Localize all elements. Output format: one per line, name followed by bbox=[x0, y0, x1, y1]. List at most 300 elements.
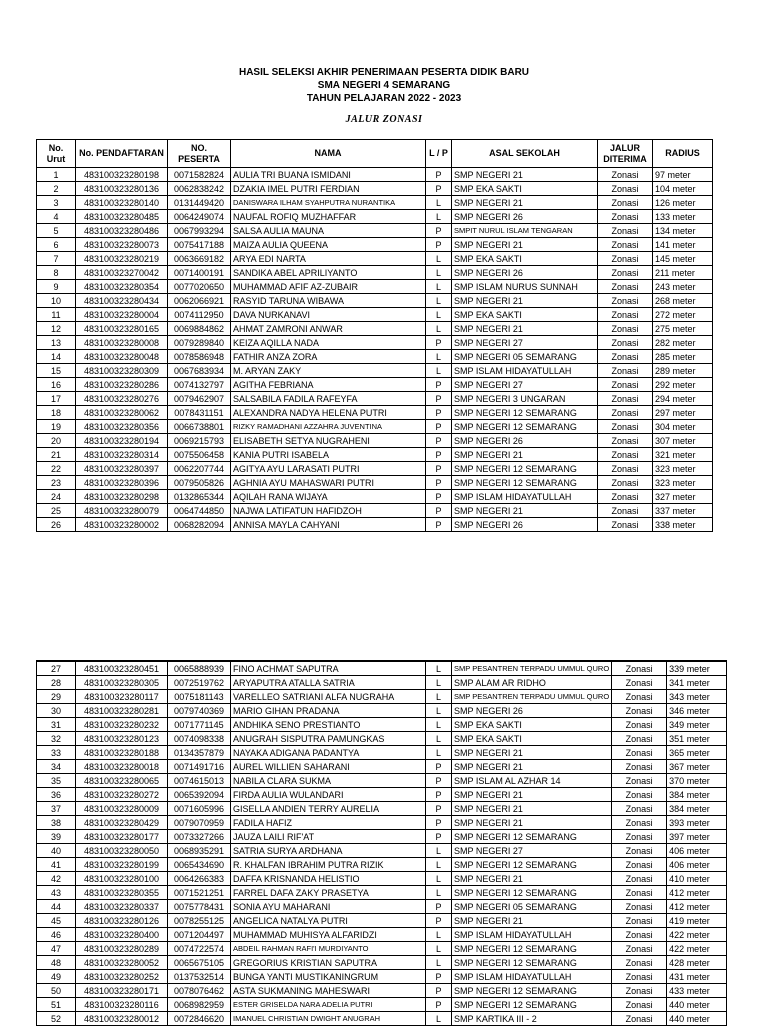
cell-no-urut: 48 bbox=[37, 956, 76, 970]
cell-asal-sekolah: SMP NEGERI 26 bbox=[452, 704, 612, 718]
cell-no-peserta: 0074722574 bbox=[168, 942, 231, 956]
cell-no-pendaftaran: 483100323280305 bbox=[76, 676, 168, 690]
cell-jenis-kelamin: P bbox=[426, 788, 452, 802]
cell-no-peserta: 0067993294 bbox=[168, 224, 231, 238]
cell-asal-sekolah: SMP PESANTREN TERPADU UMMUL QURO bbox=[452, 690, 612, 704]
col-header-no-urut: No. Urut bbox=[37, 140, 76, 168]
cell-radius: 337 meter bbox=[653, 504, 713, 518]
cell-no-pendaftaran: 483100323280048 bbox=[76, 350, 168, 364]
cell-no-pendaftaran: 483100323280289 bbox=[76, 942, 168, 956]
table-row bbox=[37, 844, 727, 858]
cell-asal-sekolah: SMP PESANTREN TERPADU UMMUL QURO bbox=[452, 661, 612, 676]
cell-nama: FARREL DAFA ZAKY PRASETYA bbox=[231, 886, 426, 900]
cell-no-urut: 32 bbox=[37, 732, 76, 746]
cell-asal-sekolah: SMP NEGERI 12 SEMARANG bbox=[452, 420, 598, 434]
cell-nama: MUHAMMAD AFIF AZ-ZUBAIR bbox=[231, 280, 426, 294]
cell-asal-sekolah: SMP EKA SAKTI bbox=[452, 182, 598, 196]
cell-jenis-kelamin: L bbox=[426, 280, 452, 294]
cell-no-peserta: 0062207744 bbox=[168, 462, 231, 476]
table-row bbox=[37, 984, 727, 998]
cell-jenis-kelamin: L bbox=[426, 350, 452, 364]
cell-no-urut: 13 bbox=[37, 336, 76, 350]
cell-nama: M. ARYAN ZAKY bbox=[231, 364, 426, 378]
table-row bbox=[37, 350, 713, 364]
cell-no-peserta: 0068282094 bbox=[168, 518, 231, 532]
cell-jenis-kelamin: L bbox=[426, 704, 452, 718]
cell-no-urut: 51 bbox=[37, 998, 76, 1012]
cell-no-pendaftaran: 483100323280451 bbox=[76, 661, 168, 676]
cell-no-pendaftaran: 483100323280397 bbox=[76, 462, 168, 476]
cell-radius: 126 meter bbox=[653, 196, 713, 210]
cell-jalur-diterima: Zonasi bbox=[612, 802, 667, 816]
cell-no-urut: 42 bbox=[37, 872, 76, 886]
cell-no-pendaftaran: 483100323280065 bbox=[76, 774, 168, 788]
cell-jalur-diterima: Zonasi bbox=[598, 434, 653, 448]
cell-radius: 419 meter bbox=[667, 914, 727, 928]
cell-no-pendaftaran: 483100323280355 bbox=[76, 886, 168, 900]
col-header-radius: RADIUS bbox=[653, 140, 713, 168]
cell-asal-sekolah: SMP NEGERI 21 bbox=[452, 168, 598, 182]
cell-jenis-kelamin: P bbox=[426, 420, 452, 434]
cell-no-urut: 39 bbox=[37, 830, 76, 844]
cell-nama: ESTER GRISELDA NARA ADELIA PUTRI bbox=[231, 998, 426, 1012]
cell-nama: FADILA HAFIZ bbox=[231, 816, 426, 830]
cell-radius: 343 meter bbox=[667, 690, 727, 704]
cell-no-urut: 1 bbox=[37, 168, 76, 182]
cell-no-pendaftaran: 483100323280219 bbox=[76, 252, 168, 266]
cell-no-peserta: 0075778431 bbox=[168, 900, 231, 914]
cell-radius: 412 meter bbox=[667, 900, 727, 914]
cell-jalur-diterima: Zonasi bbox=[612, 914, 667, 928]
cell-no-peserta: 0079462907 bbox=[168, 392, 231, 406]
cell-jalur-diterima: Zonasi bbox=[612, 942, 667, 956]
table-row bbox=[37, 196, 713, 210]
cell-jalur-diterima: Zonasi bbox=[612, 746, 667, 760]
cell-radius: 367 meter bbox=[667, 760, 727, 774]
cell-radius: 351 meter bbox=[667, 732, 727, 746]
table-row bbox=[37, 238, 713, 252]
cell-jalur-diterima: Zonasi bbox=[598, 266, 653, 280]
cell-no-peserta: 0131449420 bbox=[168, 196, 231, 210]
cell-nama: R. KHALFAN IBRAHIM PUTRA RIZIK bbox=[231, 858, 426, 872]
table-row bbox=[37, 732, 727, 746]
cell-jalur-diterima: Zonasi bbox=[612, 661, 667, 676]
cell-no-urut: 14 bbox=[37, 350, 76, 364]
cell-no-pendaftaran: 483100323280314 bbox=[76, 448, 168, 462]
cell-nama: ELISABETH SETYA NUGRAHENI bbox=[231, 434, 426, 448]
table-row bbox=[37, 774, 727, 788]
cell-jenis-kelamin: P bbox=[426, 998, 452, 1012]
cell-no-pendaftaran: 483100323280050 bbox=[76, 844, 168, 858]
cell-jenis-kelamin: L bbox=[426, 690, 452, 704]
cell-jalur-diterima: Zonasi bbox=[598, 378, 653, 392]
cell-asal-sekolah: SMP KARTIKA III - 2 bbox=[452, 1012, 612, 1026]
col-header-asal-sekolah: ASAL SEKOLAH bbox=[452, 140, 598, 168]
cell-jalur-diterima: Zonasi bbox=[612, 732, 667, 746]
cell-radius: 141 meter bbox=[653, 238, 713, 252]
cell-no-peserta: 0064266383 bbox=[168, 872, 231, 886]
cell-nama: AGHNIA AYU MAHASWARI PUTRI bbox=[231, 476, 426, 490]
cell-radius: 338 meter bbox=[653, 518, 713, 532]
table-row bbox=[37, 690, 727, 704]
cell-no-peserta: 0075181143 bbox=[168, 690, 231, 704]
cell-asal-sekolah: SMP NEGERI 21 bbox=[452, 816, 612, 830]
cell-no-peserta: 0072846620 bbox=[168, 1012, 231, 1026]
cell-jenis-kelamin: P bbox=[426, 490, 452, 504]
cell-nama: AULIA TRI BUANA ISMIDANI bbox=[231, 168, 426, 182]
cell-no-urut: 49 bbox=[37, 970, 76, 984]
cell-asal-sekolah: SMP NEGERI 21 bbox=[452, 746, 612, 760]
cell-jalur-diterima: Zonasi bbox=[612, 718, 667, 732]
cell-asal-sekolah: SMP NEGERI 21 bbox=[452, 914, 612, 928]
cell-asal-sekolah: SMP EKA SAKTI bbox=[452, 718, 612, 732]
table-row bbox=[37, 210, 713, 224]
cell-no-pendaftaran: 483100323280177 bbox=[76, 830, 168, 844]
cell-jalur-diterima: Zonasi bbox=[598, 448, 653, 462]
jalur-title: JALUR ZONASI bbox=[345, 114, 423, 125]
cell-jenis-kelamin: P bbox=[426, 238, 452, 252]
cell-no-peserta: 0064249074 bbox=[168, 210, 231, 224]
cell-radius: 428 meter bbox=[667, 956, 727, 970]
table-row bbox=[37, 392, 713, 406]
cell-radius: 289 meter bbox=[653, 364, 713, 378]
cell-radius: 370 meter bbox=[667, 774, 727, 788]
table-row bbox=[37, 830, 727, 844]
cell-asal-sekolah: SMP NEGERI 05 SEMARANG bbox=[452, 900, 612, 914]
cell-jalur-diterima: Zonasi bbox=[612, 704, 667, 718]
cell-no-urut: 24 bbox=[37, 490, 76, 504]
cell-asal-sekolah: SMP ISLAM HIDAYATULLAH bbox=[452, 490, 598, 504]
table-row bbox=[37, 928, 727, 942]
table-row bbox=[37, 336, 713, 350]
cell-no-pendaftaran: 483100323280136 bbox=[76, 182, 168, 196]
cell-jalur-diterima: Zonasi bbox=[598, 476, 653, 490]
cell-nama: SONIA AYU MAHARANI bbox=[231, 900, 426, 914]
cell-radius: 384 meter bbox=[667, 788, 727, 802]
table-row bbox=[37, 308, 713, 322]
cell-jenis-kelamin: L bbox=[426, 266, 452, 280]
cell-radius: 104 meter bbox=[653, 182, 713, 196]
cell-nama: ANGELICA NATALYA PUTRI bbox=[231, 914, 426, 928]
cell-jalur-diterima: Zonasi bbox=[612, 872, 667, 886]
table-row bbox=[37, 266, 713, 280]
cell-no-urut: 27 bbox=[37, 661, 76, 676]
table-row bbox=[37, 280, 713, 294]
cell-nama: DAVA NURKANAVI bbox=[231, 308, 426, 322]
cell-jenis-kelamin: P bbox=[426, 406, 452, 420]
cell-nama: BUNGA YANTI MUSTIKANINGRUM bbox=[231, 970, 426, 984]
cell-asal-sekolah: SMP NEGERI 12 SEMARANG bbox=[452, 858, 612, 872]
cell-no-peserta: 0079289840 bbox=[168, 336, 231, 350]
table-row bbox=[37, 661, 727, 676]
cell-jalur-diterima: Zonasi bbox=[612, 1012, 667, 1026]
cell-asal-sekolah: SMP NEGERI 21 bbox=[452, 448, 598, 462]
cell-jalur-diterima: Zonasi bbox=[598, 462, 653, 476]
cell-no-pendaftaran: 483100323280429 bbox=[76, 816, 168, 830]
cell-jenis-kelamin: L bbox=[426, 718, 452, 732]
cell-no-pendaftaran: 483100323280396 bbox=[76, 476, 168, 490]
cell-no-peserta: 0071400191 bbox=[168, 266, 231, 280]
cell-no-pendaftaran: 483100323280116 bbox=[76, 998, 168, 1012]
cell-no-urut: 16 bbox=[37, 378, 76, 392]
cell-radius: 440 meter bbox=[667, 998, 727, 1012]
cell-no-pendaftaran: 483100323280281 bbox=[76, 704, 168, 718]
cell-jalur-diterima: Zonasi bbox=[598, 364, 653, 378]
table-row bbox=[37, 956, 727, 970]
cell-jalur-diterima: Zonasi bbox=[612, 984, 667, 998]
cell-nama: ASTA SUKMANING MAHESWARI bbox=[231, 984, 426, 998]
cell-asal-sekolah: SMP NEGERI 21 bbox=[452, 504, 598, 518]
cell-no-urut: 23 bbox=[37, 476, 76, 490]
cell-jenis-kelamin: L bbox=[426, 308, 452, 322]
cell-jenis-kelamin: P bbox=[426, 518, 452, 532]
cell-no-peserta: 0069215793 bbox=[168, 434, 231, 448]
cell-jenis-kelamin: P bbox=[426, 378, 452, 392]
cell-no-pendaftaran: 483100323280199 bbox=[76, 858, 168, 872]
cell-nama: DZAKIA IMEL PUTRI FERDIAN bbox=[231, 182, 426, 196]
cell-no-pendaftaran: 483100323280004 bbox=[76, 308, 168, 322]
col-header-jalur-diterima: JALUR DITERIMA bbox=[598, 140, 653, 168]
cell-jalur-diterima: Zonasi bbox=[612, 928, 667, 942]
cell-radius: 304 meter bbox=[653, 420, 713, 434]
cell-nama: MARIO GIHAN PRADANA bbox=[231, 704, 426, 718]
cell-asal-sekolah: SMP ISLAM HIDAYATULLAH bbox=[452, 364, 598, 378]
cell-jenis-kelamin: L bbox=[426, 956, 452, 970]
cell-nama: VARELLEO SATRIANI ALFA NUGRAHA bbox=[231, 690, 426, 704]
cell-no-urut: 34 bbox=[37, 760, 76, 774]
cell-radius: 431 meter bbox=[667, 970, 727, 984]
cell-radius: 294 meter bbox=[653, 392, 713, 406]
cell-asal-sekolah: SMP NEGERI 21 bbox=[452, 196, 598, 210]
cell-no-urut: 20 bbox=[37, 434, 76, 448]
cell-no-urut: 44 bbox=[37, 900, 76, 914]
cell-no-peserta: 0073327266 bbox=[168, 830, 231, 844]
cell-no-pendaftaran: 483100323280117 bbox=[76, 690, 168, 704]
cell-radius: 365 meter bbox=[667, 746, 727, 760]
cell-jenis-kelamin: P bbox=[426, 224, 452, 238]
cell-asal-sekolah: SMP EKA SAKTI bbox=[452, 732, 612, 746]
table-row bbox=[37, 858, 727, 872]
cell-no-pendaftaran: 483100323280276 bbox=[76, 392, 168, 406]
cell-nama: AQILAH RANA WIJAYA bbox=[231, 490, 426, 504]
cell-no-peserta: 0065434690 bbox=[168, 858, 231, 872]
col-header-no-pendaftaran: No. PENDAFTARAN bbox=[76, 140, 168, 168]
results-table-1 bbox=[36, 139, 713, 532]
cell-no-urut: 10 bbox=[37, 294, 76, 308]
cell-jenis-kelamin: P bbox=[426, 914, 452, 928]
cell-radius: 341 meter bbox=[667, 676, 727, 690]
cell-no-peserta: 0065675105 bbox=[168, 956, 231, 970]
cell-asal-sekolah: SMP ISLAM NURUS SUNNAH bbox=[452, 280, 598, 294]
cell-no-pendaftaran: 483100323280272 bbox=[76, 788, 168, 802]
table-row bbox=[37, 914, 727, 928]
cell-radius: 346 meter bbox=[667, 704, 727, 718]
cell-nama: ALEXANDRA NADYA HELENA PUTRI bbox=[231, 406, 426, 420]
cell-jalur-diterima: Zonasi bbox=[598, 168, 653, 182]
cell-asal-sekolah: SMP NEGERI 26 bbox=[452, 518, 598, 532]
cell-asal-sekolah: SMP NEGERI 21 bbox=[452, 788, 612, 802]
cell-asal-sekolah: SMP ISLAM HIDAYATULLAH bbox=[452, 970, 612, 984]
cell-asal-sekolah: SMP NEGERI 27 bbox=[452, 844, 612, 858]
cell-radius: 243 meter bbox=[653, 280, 713, 294]
cell-jalur-diterima: Zonasi bbox=[612, 816, 667, 830]
cell-jenis-kelamin: L bbox=[426, 1012, 452, 1026]
cell-nama: ANDHIKA SENO PRESTIANTO bbox=[231, 718, 426, 732]
cell-no-peserta: 0071582824 bbox=[168, 168, 231, 182]
cell-jalur-diterima: Zonasi bbox=[612, 690, 667, 704]
cell-no-peserta: 0132865344 bbox=[168, 490, 231, 504]
cell-asal-sekolah: SMP NEGERI 21 bbox=[452, 294, 598, 308]
cell-nama: NABILA CLARA SUKMA bbox=[231, 774, 426, 788]
cell-jalur-diterima: Zonasi bbox=[598, 196, 653, 210]
cell-nama: NAYAKA ADIGANA PADANTYA bbox=[231, 746, 426, 760]
cell-no-peserta: 0075506458 bbox=[168, 448, 231, 462]
cell-nama: DAFFA KRISNANDA HELISTIO bbox=[231, 872, 426, 886]
cell-jalur-diterima: Zonasi bbox=[612, 970, 667, 984]
cell-no-peserta: 0079070959 bbox=[168, 816, 231, 830]
cell-radius: 412 meter bbox=[667, 886, 727, 900]
cell-no-peserta: 0067683934 bbox=[168, 364, 231, 378]
cell-jenis-kelamin: P bbox=[426, 182, 452, 196]
cell-asal-sekolah: SMP NEGERI 12 SEMARANG bbox=[452, 886, 612, 900]
cell-no-peserta: 0063669182 bbox=[168, 252, 231, 266]
cell-no-urut: 40 bbox=[37, 844, 76, 858]
cell-asal-sekolah: SMP NEGERI 26 bbox=[452, 266, 598, 280]
cell-jalur-diterima: Zonasi bbox=[598, 182, 653, 196]
cell-no-pendaftaran: 483100323280434 bbox=[76, 294, 168, 308]
table-row bbox=[37, 252, 713, 266]
cell-no-pendaftaran: 483100323270042 bbox=[76, 266, 168, 280]
cell-no-urut: 45 bbox=[37, 914, 76, 928]
cell-nama: FIRDA AULIA WULANDARI bbox=[231, 788, 426, 802]
table-row bbox=[37, 490, 713, 504]
cell-radius: 327 meter bbox=[653, 490, 713, 504]
cell-jalur-diterima: Zonasi bbox=[612, 900, 667, 914]
cell-no-peserta: 0074615013 bbox=[168, 774, 231, 788]
cell-radius: 285 meter bbox=[653, 350, 713, 364]
cell-no-peserta: 0065392094 bbox=[168, 788, 231, 802]
title-line-1: HASIL SELEKSI AKHIR PENERIMAAN PESERTA DIDIK BARU bbox=[238, 67, 530, 78]
cell-jalur-diterima: Zonasi bbox=[598, 238, 653, 252]
cell-no-urut: 5 bbox=[37, 224, 76, 238]
cell-radius: 440 meter bbox=[667, 1012, 727, 1026]
cell-jenis-kelamin: P bbox=[426, 984, 452, 998]
cell-jenis-kelamin: L bbox=[426, 294, 452, 308]
cell-no-pendaftaran: 483100323280354 bbox=[76, 280, 168, 294]
cell-no-pendaftaran: 483100323280400 bbox=[76, 928, 168, 942]
table-row bbox=[37, 970, 727, 984]
cell-nama: ANNISA MAYLA CAHYANI bbox=[231, 518, 426, 532]
table-row bbox=[37, 378, 713, 392]
cell-jalur-diterima: Zonasi bbox=[612, 788, 667, 802]
cell-no-pendaftaran: 483100323280309 bbox=[76, 364, 168, 378]
cell-no-urut: 41 bbox=[37, 858, 76, 872]
col-header-no-peserta: NO. PESERTA bbox=[168, 140, 231, 168]
cell-nama: SALSA AULIA MAUNA bbox=[231, 224, 426, 238]
cell-asal-sekolah: SMP NEGERI 27 bbox=[452, 336, 598, 350]
cell-jalur-diterima: Zonasi bbox=[598, 252, 653, 266]
cell-asal-sekolah: SMP NEGERI 12 SEMARANG bbox=[452, 830, 612, 844]
cell-radius: 397 meter bbox=[667, 830, 727, 844]
table-row bbox=[37, 182, 713, 196]
cell-jalur-diterima: Zonasi bbox=[612, 998, 667, 1012]
cell-nama: IMANUEL CHRISTIAN DWIGHT ANUGRAH bbox=[231, 1012, 426, 1026]
cell-radius: 272 meter bbox=[653, 308, 713, 322]
cell-jenis-kelamin: P bbox=[426, 462, 452, 476]
cell-jenis-kelamin: L bbox=[426, 858, 452, 872]
cell-jalur-diterima: Zonasi bbox=[598, 294, 653, 308]
cell-asal-sekolah: SMP ISLAM HIDAYATULLAH bbox=[452, 928, 612, 942]
table-row bbox=[37, 704, 727, 718]
cell-no-peserta: 0078431151 bbox=[168, 406, 231, 420]
table-row bbox=[37, 224, 713, 238]
cell-no-peserta: 0068982959 bbox=[168, 998, 231, 1012]
cell-no-peserta: 0071605996 bbox=[168, 802, 231, 816]
cell-jenis-kelamin: P bbox=[426, 970, 452, 984]
cell-nama: MAIZA AULIA QUEENA bbox=[231, 238, 426, 252]
cell-jenis-kelamin: L bbox=[426, 746, 452, 760]
cell-jalur-diterima: Zonasi bbox=[598, 308, 653, 322]
cell-jalur-diterima: Zonasi bbox=[612, 760, 667, 774]
cell-radius: 275 meter bbox=[653, 322, 713, 336]
cell-jalur-diterima: Zonasi bbox=[598, 406, 653, 420]
cell-no-urut: 15 bbox=[37, 364, 76, 378]
cell-asal-sekolah: SMP NEGERI 26 bbox=[452, 210, 598, 224]
cell-asal-sekolah: SMP NEGERI 12 SEMARANG bbox=[452, 942, 612, 956]
cell-no-pendaftaran: 483100323280232 bbox=[76, 718, 168, 732]
cell-no-urut: 4 bbox=[37, 210, 76, 224]
cell-asal-sekolah: SMPIT NURUL ISLAM TENGARAN bbox=[452, 224, 598, 238]
table-row bbox=[37, 322, 713, 336]
cell-asal-sekolah: SMP NEGERI 26 bbox=[452, 434, 598, 448]
cell-jalur-diterima: Zonasi bbox=[598, 210, 653, 224]
table-row bbox=[37, 900, 727, 914]
table-row bbox=[37, 1012, 727, 1026]
cell-radius: 134 meter bbox=[653, 224, 713, 238]
cell-no-pendaftaran: 483100323280252 bbox=[76, 970, 168, 984]
cell-nama: KEIZA AQILLA NADA bbox=[231, 336, 426, 350]
table-row bbox=[37, 168, 713, 182]
table-row bbox=[37, 448, 713, 462]
title-line-2: SMA NEGERI 4 SEMARANG bbox=[317, 80, 451, 91]
cell-no-pendaftaran: 483100323280073 bbox=[76, 238, 168, 252]
cell-no-urut: 26 bbox=[37, 518, 76, 532]
cell-radius: 422 meter bbox=[667, 928, 727, 942]
cell-asal-sekolah: SMP ALAM AR RIDHO bbox=[452, 676, 612, 690]
cell-jalur-diterima: Zonasi bbox=[598, 420, 653, 434]
cell-radius: 282 meter bbox=[653, 336, 713, 350]
cell-nama: RASYID TARUNA WIBAWA bbox=[231, 294, 426, 308]
cell-no-urut: 22 bbox=[37, 462, 76, 476]
cell-nama: AGITYA AYU LARASATI PUTRI bbox=[231, 462, 426, 476]
cell-jenis-kelamin: P bbox=[426, 802, 452, 816]
title-line-3: TAHUN PELAJARAN 2022 - 2023 bbox=[306, 93, 462, 104]
cell-jalur-diterima: Zonasi bbox=[612, 676, 667, 690]
table-row bbox=[37, 788, 727, 802]
cell-no-urut: 2 bbox=[37, 182, 76, 196]
table-row bbox=[37, 364, 713, 378]
cell-no-pendaftaran: 483100323280485 bbox=[76, 210, 168, 224]
cell-no-pendaftaran: 483100323280009 bbox=[76, 802, 168, 816]
cell-radius: 145 meter bbox=[653, 252, 713, 266]
cell-no-peserta: 0064744850 bbox=[168, 504, 231, 518]
cell-no-pendaftaran: 483100323280188 bbox=[76, 746, 168, 760]
cell-no-urut: 33 bbox=[37, 746, 76, 760]
cell-jenis-kelamin: L bbox=[426, 196, 452, 210]
cell-no-peserta: 0137532514 bbox=[168, 970, 231, 984]
cell-radius: 211 meter bbox=[653, 266, 713, 280]
cell-jalur-diterima: Zonasi bbox=[612, 886, 667, 900]
